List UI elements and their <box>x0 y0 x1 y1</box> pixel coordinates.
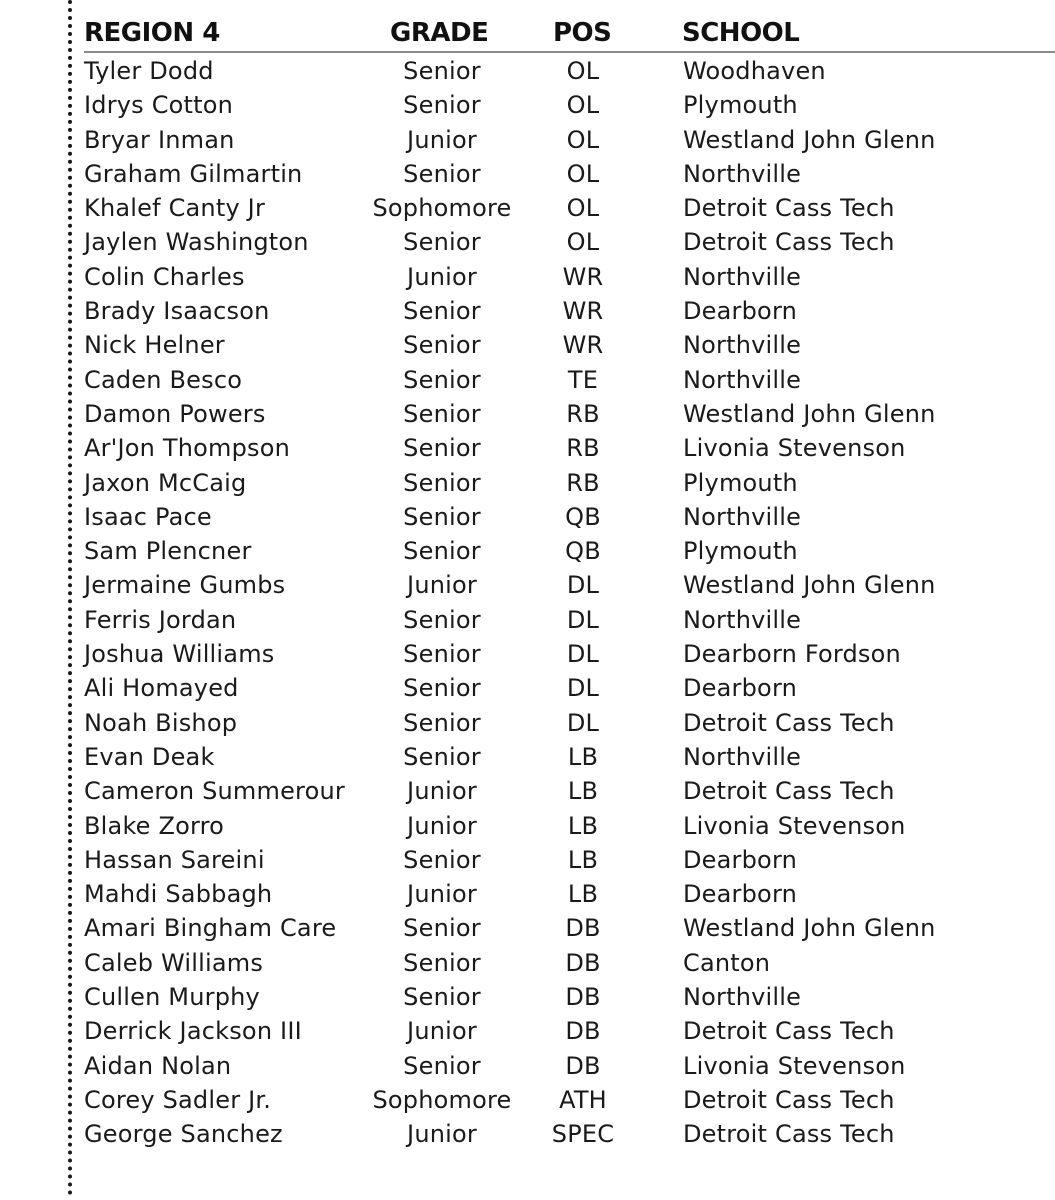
table-row: Idrys Cotton Senior OL Plymouth <box>84 91 798 120</box>
table-row: Aidan Nolan Senior DB Livonia Stevenson <box>84 1051 906 1080</box>
player-name: Sam Plencner <box>84 537 252 566</box>
table-row: Hassan Sareini Senior LB Dearborn <box>84 845 797 874</box>
player-name: Jaylen Washington <box>84 228 309 257</box>
player-school: Detroit Cass Tech <box>683 777 895 806</box>
player-name: Derrick Jackson III <box>84 1017 302 1046</box>
player-school: Westland John Glenn <box>683 571 936 600</box>
table-row: Caden Besco Senior TE Northville <box>84 365 802 394</box>
player-name: Khalef Canty Jr <box>84 194 266 223</box>
player-school: Livonia Stevenson <box>683 811 906 840</box>
player-name: Ali Homayed <box>84 674 239 703</box>
header-school: SCHOOL <box>682 18 800 48</box>
player-school: Woodhaven <box>683 57 826 85</box>
table-row: Ferris Jordan Senior DL Northville <box>84 605 802 634</box>
dotted-divider <box>68 0 72 1196</box>
table-row: Mahdi Sabbagh Junior LB Dearborn <box>84 880 797 909</box>
player-name: Brady Isaacson <box>84 297 270 326</box>
table-row: Cullen Murphy Senior DB Northville <box>84 983 802 1012</box>
table-row: Ar'Jon Thompson Senior RB Livonia Stevenson <box>84 434 906 463</box>
player-school: Detroit Cass Tech <box>683 228 895 257</box>
player-name: Ar'Jon Thompson <box>84 434 291 463</box>
table-row: Sam Plencner Senior QB Plymouth <box>84 537 798 566</box>
table-row: Brady Isaacson Senior WR Dearborn <box>84 297 797 326</box>
table-row: Amari Bingham Care Senior DB Westland John Glenn <box>84 914 936 943</box>
player-name: Joshua Williams <box>84 640 275 669</box>
player-school: Livonia Stevenson <box>683 1051 906 1080</box>
table-body <box>84 53 1055 1151</box>
player-school: Northville <box>683 159 802 188</box>
player-school: Detroit Cass Tech <box>683 1085 895 1114</box>
player-name: Corey Sadler Jr. <box>84 1085 272 1114</box>
table-row: Jaxon McCaig Senior RB Plymouth <box>84 468 798 497</box>
table-row: George Sanchez Junior SPEC Detroit Cass Tech <box>84 1120 895 1149</box>
player-name: Colin Charles <box>84 262 245 291</box>
table-row: Jaylen Washington Senior OL Detroit Cass Tech <box>84 228 895 257</box>
player-name: Bryar Inman <box>84 125 235 154</box>
player-name: Jaxon McCaig <box>84 468 247 497</box>
table-row: Corey Sadler Jr. Sophomore ATH Detroit Cass Tech <box>84 1085 895 1114</box>
player-name: Evan Deak <box>84 742 215 771</box>
player-name: Damon Powers <box>84 399 266 428</box>
table-row: Khalef Canty Jr Sophomore OL Detroit Cass Tech <box>84 194 895 223</box>
table-row: Jermaine Gumbs Junior DL Westland John Glenn <box>84 571 936 600</box>
table-row: Colin Charles Junior WR Northville <box>84 262 802 291</box>
table-row: Caleb Williams Senior DB Canton <box>84 948 771 977</box>
player-name: Nick Helner <box>84 331 225 360</box>
player-school: Dearborn <box>683 674 797 703</box>
player-school: Northville <box>683 331 802 360</box>
player-name: Cameron Summerour <box>84 777 345 806</box>
header-region: REGION 4 <box>84 18 220 48</box>
player-school: Northville <box>683 502 802 531</box>
player-name: Hassan Sareini <box>84 845 265 874</box>
table-row: Ali Homayed Senior DL Dearborn <box>84 674 797 703</box>
player-school: Canton <box>683 948 771 977</box>
player-name: Caden Besco <box>84 365 243 394</box>
player-name: Aidan Nolan <box>84 1051 232 1080</box>
player-name: George Sanchez <box>84 1120 283 1149</box>
player-school: Plymouth <box>683 537 798 566</box>
table-row: Nick Helner Senior WR Northville <box>84 331 802 360</box>
table-row: Derrick Jackson III Junior DB Detroit Cass Tech <box>84 1017 895 1046</box>
player-school: Detroit Cass Tech <box>683 1017 895 1046</box>
player-school: Dearborn Fordson <box>683 640 901 669</box>
player-school: Westland John Glenn <box>683 125 936 154</box>
player-school: Detroit Cass Tech <box>683 1120 895 1149</box>
player-school: Dearborn <box>683 297 797 326</box>
table-row: Graham Gilmartin Senior OL Northville <box>84 159 802 188</box>
player-name: Cullen Murphy <box>84 983 260 1012</box>
player-school: Westland John Glenn <box>683 399 936 428</box>
roster-table <box>84 18 1055 1151</box>
player-school: Plymouth <box>683 468 798 497</box>
table-row: Isaac Pace Senior QB Northville <box>84 502 802 531</box>
player-name: Isaac Pace <box>84 502 212 531</box>
player-name: Noah Bishop <box>84 708 238 737</box>
player-school: Detroit Cass Tech <box>683 708 895 737</box>
player-school: Northville <box>683 983 802 1012</box>
player-school: Livonia Stevenson <box>683 434 906 463</box>
player-school: Northville <box>683 742 802 771</box>
player-school: Northville <box>683 365 802 394</box>
player-name: Graham Gilmartin <box>84 159 303 188</box>
player-school: Dearborn <box>683 880 797 909</box>
table-row: Damon Powers Senior RB Westland John Glenn <box>84 399 936 428</box>
player-name: Ferris Jordan <box>84 605 237 634</box>
table-row: Cameron Summerour Junior LB Detroit Cass Tech <box>84 777 895 806</box>
player-name: Tyler Dodd <box>84 57 214 85</box>
table-row: Blake Zorro Junior LB Livonia Stevenson <box>84 811 906 840</box>
player-name: Amari Bingham Care <box>84 914 337 943</box>
player-school: Northville <box>683 605 802 634</box>
player-name: Mahdi Sabbagh <box>84 880 273 909</box>
player-name: Blake Zorro <box>84 811 225 840</box>
player-school: Northville <box>683 262 802 291</box>
table-row: Bryar Inman Junior OL Westland John Glenn <box>84 125 936 154</box>
player-school: Plymouth <box>683 91 798 120</box>
table-row: Evan Deak Senior LB Northville <box>84 742 802 771</box>
player-school: Westland John Glenn <box>683 914 936 943</box>
table-row: Noah Bishop Senior DL Detroit Cass Tech <box>84 708 895 737</box>
player-school: Detroit Cass Tech <box>683 194 895 223</box>
player-school: Dearborn <box>683 845 797 874</box>
table-row: Joshua Williams Senior DL Dearborn Fordson <box>84 640 901 669</box>
player-name: Idrys Cotton <box>84 91 234 120</box>
table-header: REGION 4 GRADE POS SCHOOL <box>84 18 1055 53</box>
table-row: Tyler Dodd Senior OL Woodhaven <box>84 57 826 85</box>
player-name: Jermaine Gumbs <box>84 571 286 600</box>
player-name: Caleb Williams <box>84 948 264 977</box>
